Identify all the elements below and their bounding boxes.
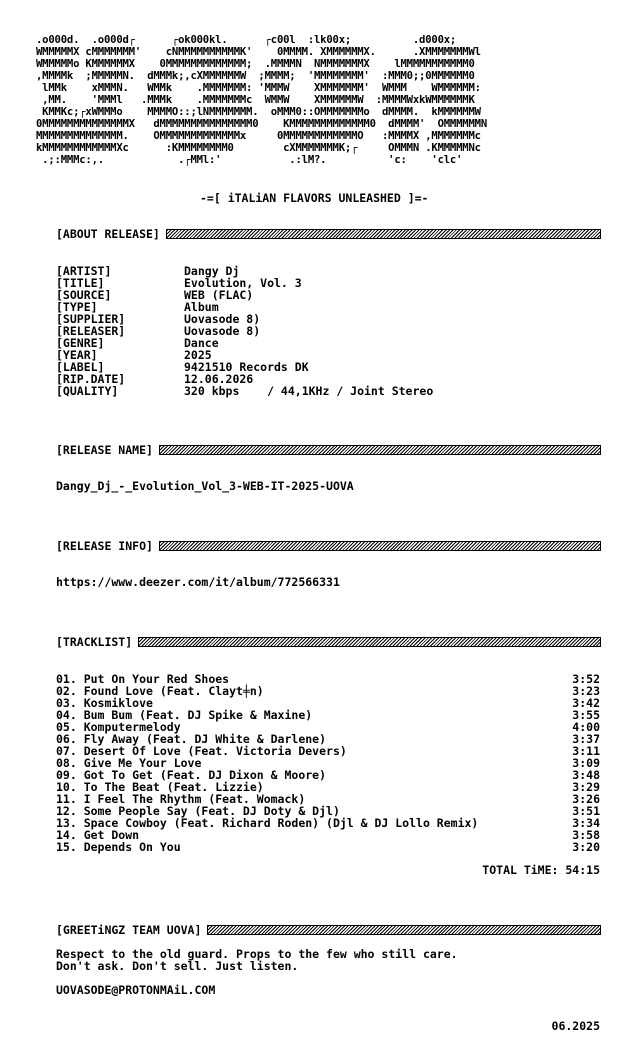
field-key: [LABEL] bbox=[56, 360, 105, 374]
section-tracklist bbox=[56, 636, 601, 648]
section-greetings bbox=[56, 924, 601, 936]
track-time: 4:00 bbox=[572, 720, 600, 734]
section-release-name bbox=[56, 444, 601, 456]
contact-email[interactable]: UOVASODE@PROTONMAiL.COM bbox=[56, 983, 216, 997]
section-heading: [ABOUT RELEASE] bbox=[56, 227, 160, 241]
total-time: TOTAL TiME: 54:15 bbox=[482, 863, 600, 877]
track-title: 05. Komputermelody bbox=[56, 720, 181, 734]
hatched-divider bbox=[159, 541, 601, 551]
section-release-info bbox=[56, 540, 601, 552]
field-key: [TYPE] bbox=[56, 300, 98, 314]
track-time: 3:11 bbox=[572, 744, 600, 758]
field-key: [GENRE] bbox=[56, 336, 105, 350]
field-value: Evolution, Vol. 3 bbox=[184, 276, 302, 290]
track-title: 03. Kosmiklove bbox=[56, 696, 153, 710]
field-value: Uovasode 8) bbox=[184, 312, 261, 326]
track-title: 14. Get Down bbox=[56, 828, 140, 842]
track-time: 3:20 bbox=[572, 840, 600, 854]
track-title: 09. Got To Get (Feat. DJ Dixon & Moore) bbox=[56, 768, 327, 782]
footer-date: 06.2025 bbox=[551, 1019, 600, 1033]
hatched-divider bbox=[166, 229, 601, 239]
track-time: 3:58 bbox=[572, 828, 600, 842]
section-about-release bbox=[56, 228, 601, 240]
tagline: -=[ iTALiAN FLAVORS UNLEASHED ]=- bbox=[200, 191, 429, 205]
field-key: [YEAR] bbox=[56, 348, 98, 362]
track-title: 13. Space Cowboy (Feat. Richard Roden) (Djl & DJ Lollo Remix) bbox=[56, 816, 479, 830]
track-list bbox=[56, 673, 600, 853]
track-time: 3:23 bbox=[572, 684, 600, 698]
field-value: WEB (FLAC) bbox=[184, 288, 254, 302]
hatched-divider bbox=[159, 445, 601, 455]
greetings-line: Don't ask. Don't sell. Just listen. bbox=[56, 959, 299, 973]
track-time: 3:55 bbox=[572, 708, 600, 722]
field-key: [ARTIST] bbox=[56, 264, 112, 278]
track-title: 12. Some People Say (Feat. DJ Doty & Djl) bbox=[56, 804, 340, 818]
track-title: 11. I Feel The Rhythm (Feat. Womack) bbox=[56, 792, 306, 806]
field-value: 2025 bbox=[184, 348, 212, 362]
section-heading: [RELEASE INFO] bbox=[56, 539, 153, 553]
track-time: 3:42 bbox=[572, 696, 600, 710]
track-time: 3:37 bbox=[572, 732, 600, 746]
track-title: 10. To The Beat (Feat. Lizzie) bbox=[56, 780, 264, 794]
section-heading: [TRACKLIST] bbox=[56, 635, 133, 649]
track-time: 3:48 bbox=[572, 768, 600, 782]
section-heading: [RELEASE NAME] bbox=[56, 443, 153, 457]
release-info-url[interactable]: https://www.deezer.com/it/album/772566331 bbox=[56, 575, 340, 589]
release-name-value: Dangy_Dj_-_Evolution_Vol_3-WEB-IT-2025-UOVA bbox=[56, 479, 354, 493]
field-key: [SOURCE] bbox=[56, 288, 112, 302]
section-heading: [GREETiNGZ TEAM UOVA] bbox=[56, 923, 202, 937]
track-row bbox=[56, 841, 600, 853]
field-value: 9421510 Records DK bbox=[184, 360, 309, 374]
field-value: Dance bbox=[184, 336, 219, 350]
field-value: Uovasode 8) bbox=[184, 324, 261, 338]
field-key: [QUALITY] bbox=[56, 384, 119, 398]
field-value: 12.06.2026 bbox=[184, 372, 254, 386]
hatched-divider bbox=[207, 925, 601, 935]
field-value: Dangy Dj bbox=[184, 264, 240, 278]
track-time: 3:34 bbox=[572, 816, 600, 830]
greetings-line: Respect to the old guard. Props to the few who still care. bbox=[56, 947, 458, 961]
track-title: 07. Desert Of Love (Feat. Victoria Devers) bbox=[56, 744, 347, 758]
release-fields bbox=[56, 265, 604, 397]
field-key: [RIP.DATE] bbox=[56, 372, 126, 386]
field-value: 320 kbps / 44,1KHz / Joint Stereo bbox=[184, 384, 434, 398]
ascii-logo-art: .o000d. .o000d┌ ┌ok000kl. ┌c00l :lk00x; .d000x; WMMMMMX cMMMMMMM' cNMMMMMMMMMMK' 0MMMM. XMMMMMMX. .XMMMMMMMWl WMMMMMo KMMMMMMX 0MMMMMMMMMMMMM; .MMMMN NMMMMMMMX lMMMMMMMMMMM0 ,MMMMk ;MMMMMN. dMMMk;,cXMMMMMMW ;MMMM; 'MMMMMMMM' :MMM0;;0MMMMMM0 lMMk xMMMN. WMMk .MMMMMMM: 'MMMW XMMMMMMM' WMMM WMMMMMM: ,MM. 'MMMl .MMMk .MMMMMMMc WMMW XMMMMMMW :MMMMWxkWMMMMMMK KMMKc;┌xWMMMo MMMMO::;lNMMMMMMM. oMMM0::OMMMMMMMo dMMMM. kMMMMMMW 0MMMMMMMMMMMMMMX dMMMMMMMMMMMMMMM0 KMMMMMMMMMMMMM0 dMMMM' OMMMMMMN MMMMMMMMMMMMMM. OMMMMMMMMMMMMMx 0MMMMMMMMMMMMO :MMMMX ,MMMMMMMc kMMMMMMMMMMMMXc :KMMMMMMMM0 cXMMMMMMMK;┌ OMMMN .KMMMMMNc .;:MMMc:,. .┌MMl:' .:lM?. 'c: 'clc' bbox=[36, 34, 487, 166]
track-title: 08. Give Me Your Love bbox=[56, 756, 202, 770]
track-time: 3:26 bbox=[572, 792, 600, 806]
track-time: 3:09 bbox=[572, 756, 600, 770]
track-title: 06. Fly Away (Feat. DJ White & Darlene) bbox=[56, 732, 327, 746]
track-title: 01. Put On Your Red Shoes bbox=[56, 672, 230, 686]
track-title: 04. Bum Bum (Feat. DJ Spike & Maxine) bbox=[56, 708, 313, 722]
track-time: 3:29 bbox=[572, 780, 600, 794]
track-time: 3:51 bbox=[572, 804, 600, 818]
field-value: Album bbox=[184, 300, 219, 314]
field-key: [SUPPLIER] bbox=[56, 312, 126, 326]
field-key: [TITLE] bbox=[56, 276, 105, 290]
hatched-divider bbox=[138, 637, 601, 647]
track-title: 15. Depends On You bbox=[56, 840, 181, 854]
field-key: [RELEASER] bbox=[56, 324, 126, 338]
track-title: 02. Found Love (Feat. Clayt╪n) bbox=[56, 684, 264, 698]
track-time: 3:52 bbox=[572, 672, 600, 686]
